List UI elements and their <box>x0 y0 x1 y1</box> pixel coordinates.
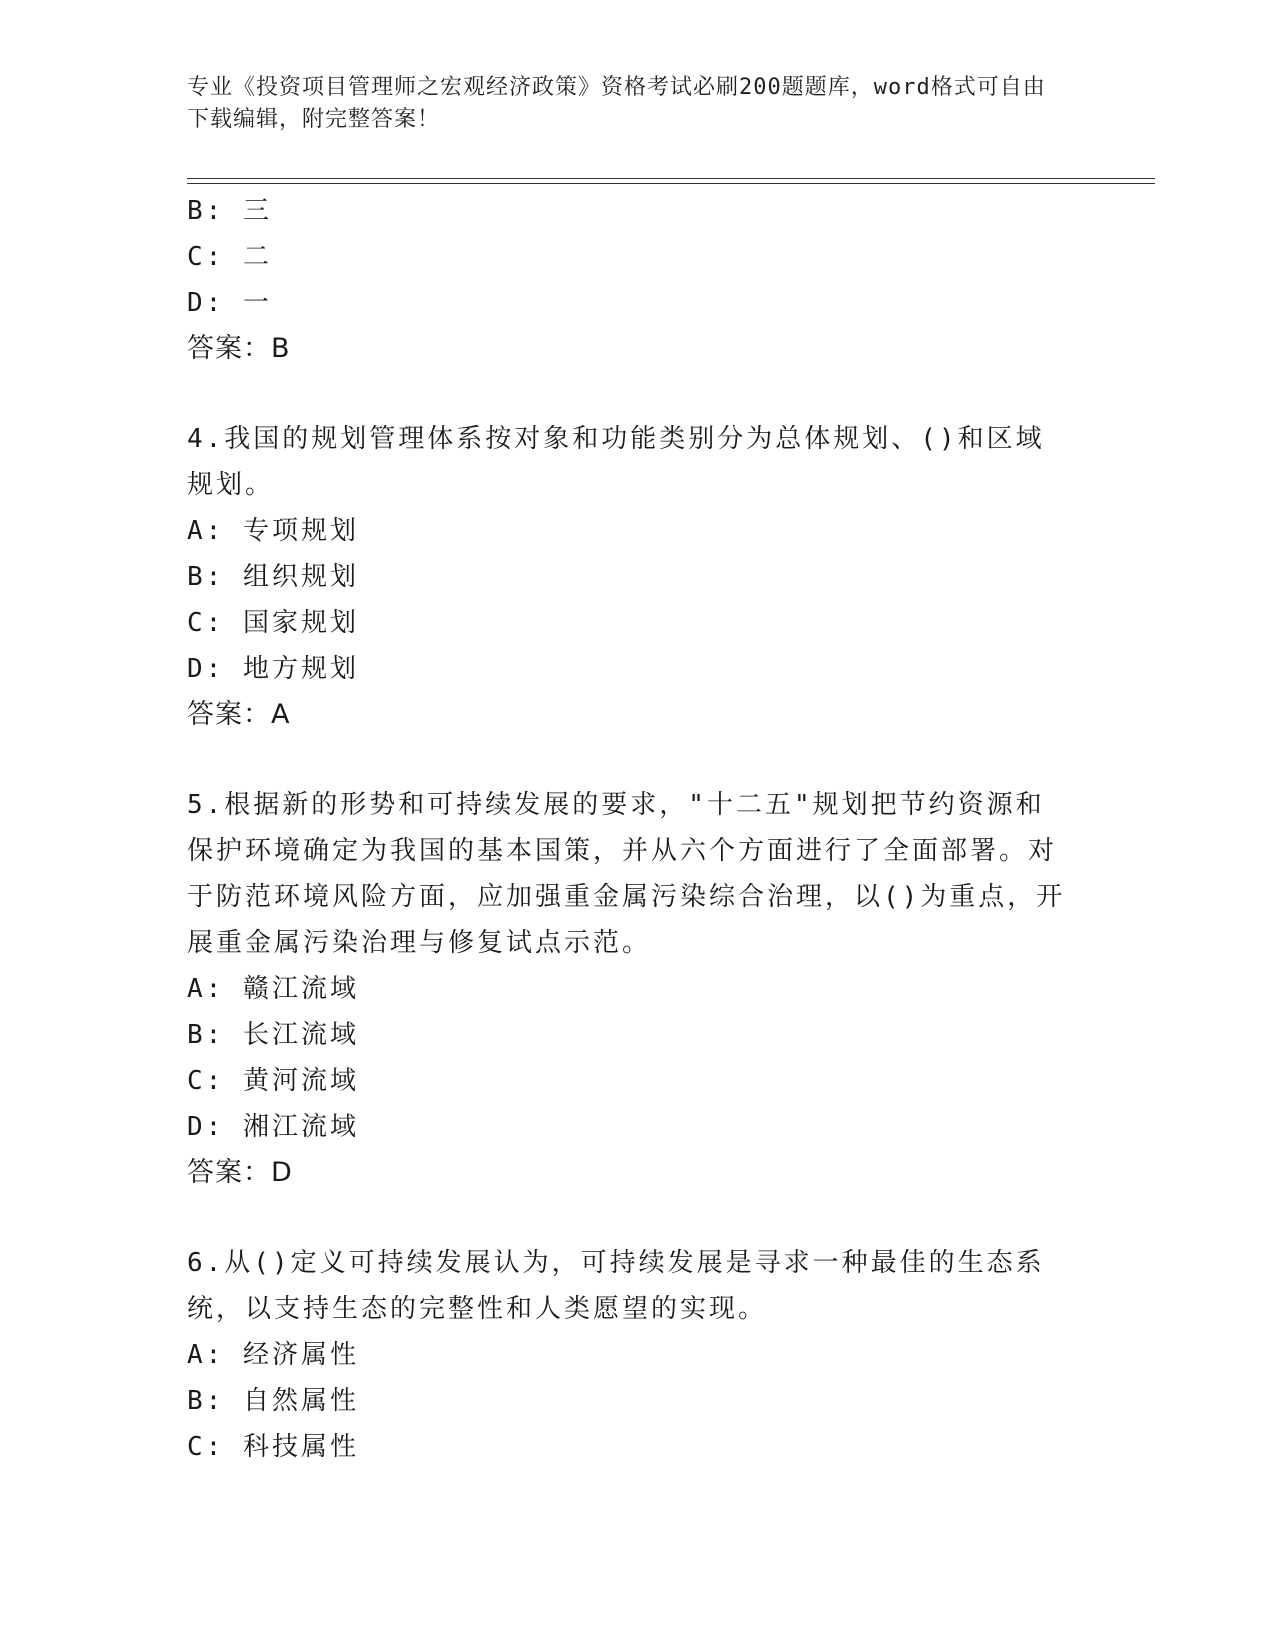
option-text: 赣江流域 <box>242 974 359 1004</box>
question-block-prev <box>187 188 1067 372</box>
option-text: 组织规划 <box>242 562 359 592</box>
option-label: C: <box>187 608 225 638</box>
option-text: 地方规划 <box>242 654 359 684</box>
option-b <box>187 554 1067 600</box>
option-b <box>187 1378 1067 1424</box>
option-text: 一 <box>242 288 272 318</box>
option-text: 国家规划 <box>242 608 359 638</box>
answer-line: 答案：B <box>187 333 291 364</box>
header-rule-top <box>187 178 1155 179</box>
option-label: C: <box>187 1066 225 1096</box>
option-text: 二 <box>242 242 272 272</box>
option-c <box>187 234 1067 280</box>
option-label: D: <box>187 654 225 684</box>
option-d <box>187 1104 1067 1150</box>
question-text: 4.我国的规划管理体系按对象和功能类别分为总体规划、()和区域规划。 <box>187 424 1045 500</box>
option-b <box>187 188 1067 234</box>
option-label: C: <box>187 1432 225 1462</box>
option-b <box>187 1012 1067 1058</box>
option-text: 自然属性 <box>242 1386 359 1416</box>
option-text: 三 <box>242 196 272 226</box>
answer-line: 答案：A <box>187 699 291 730</box>
question-block-4 <box>187 416 1067 738</box>
option-d <box>187 646 1067 692</box>
option-c <box>187 600 1067 646</box>
option-label: B: <box>187 562 225 592</box>
option-label: D: <box>187 288 225 318</box>
option-text: 黄河流域 <box>242 1066 359 1096</box>
option-text: 经济属性 <box>242 1340 359 1370</box>
option-label: B: <box>187 1386 225 1416</box>
question-block-5 <box>187 782 1067 1196</box>
question-text: 6.从()定义可持续发展认为，可持续发展是寻求一种最佳的生态系统，以支持生态的完整性和人类愿望的实现。 <box>187 1248 1045 1324</box>
option-c <box>187 1058 1067 1104</box>
question-text: 5.根据新的形势和可持续发展的要求，"十二五"规划把节约资源和保护环境确定为我国的基本国策，并从六个方面进行了全面部署。对于防范环境风险方面，应加强重金属污染综合治理，以()为重点，开展重金属污染治理与修复试点示范。 <box>187 790 1066 958</box>
option-label: C: <box>187 242 225 272</box>
option-c <box>187 1424 1067 1470</box>
question-list <box>187 188 1067 1470</box>
option-a <box>187 966 1067 1012</box>
option-label: B: <box>187 196 225 226</box>
option-text: 科技属性 <box>242 1432 359 1462</box>
option-text: 长江流域 <box>242 1020 359 1050</box>
header-rule-bottom <box>187 183 1155 184</box>
page-header: 专业《投资项目管理师之宏观经济政策》资格考试必刷200题题库，word格式可自由下载编辑，附完整答案！ <box>187 75 1046 132</box>
question-block-6 <box>187 1240 1067 1470</box>
option-a <box>187 508 1067 554</box>
option-text: 湘江流域 <box>242 1112 359 1142</box>
option-label: D: <box>187 1112 225 1142</box>
answer-line: 答案：D <box>187 1157 293 1188</box>
option-label: A: <box>187 516 225 546</box>
option-text: 专项规划 <box>242 516 359 546</box>
option-d <box>187 280 1067 326</box>
option-label: B: <box>187 1020 225 1050</box>
option-label: A: <box>187 974 225 1004</box>
option-label: A: <box>187 1340 225 1370</box>
option-a <box>187 1332 1067 1378</box>
